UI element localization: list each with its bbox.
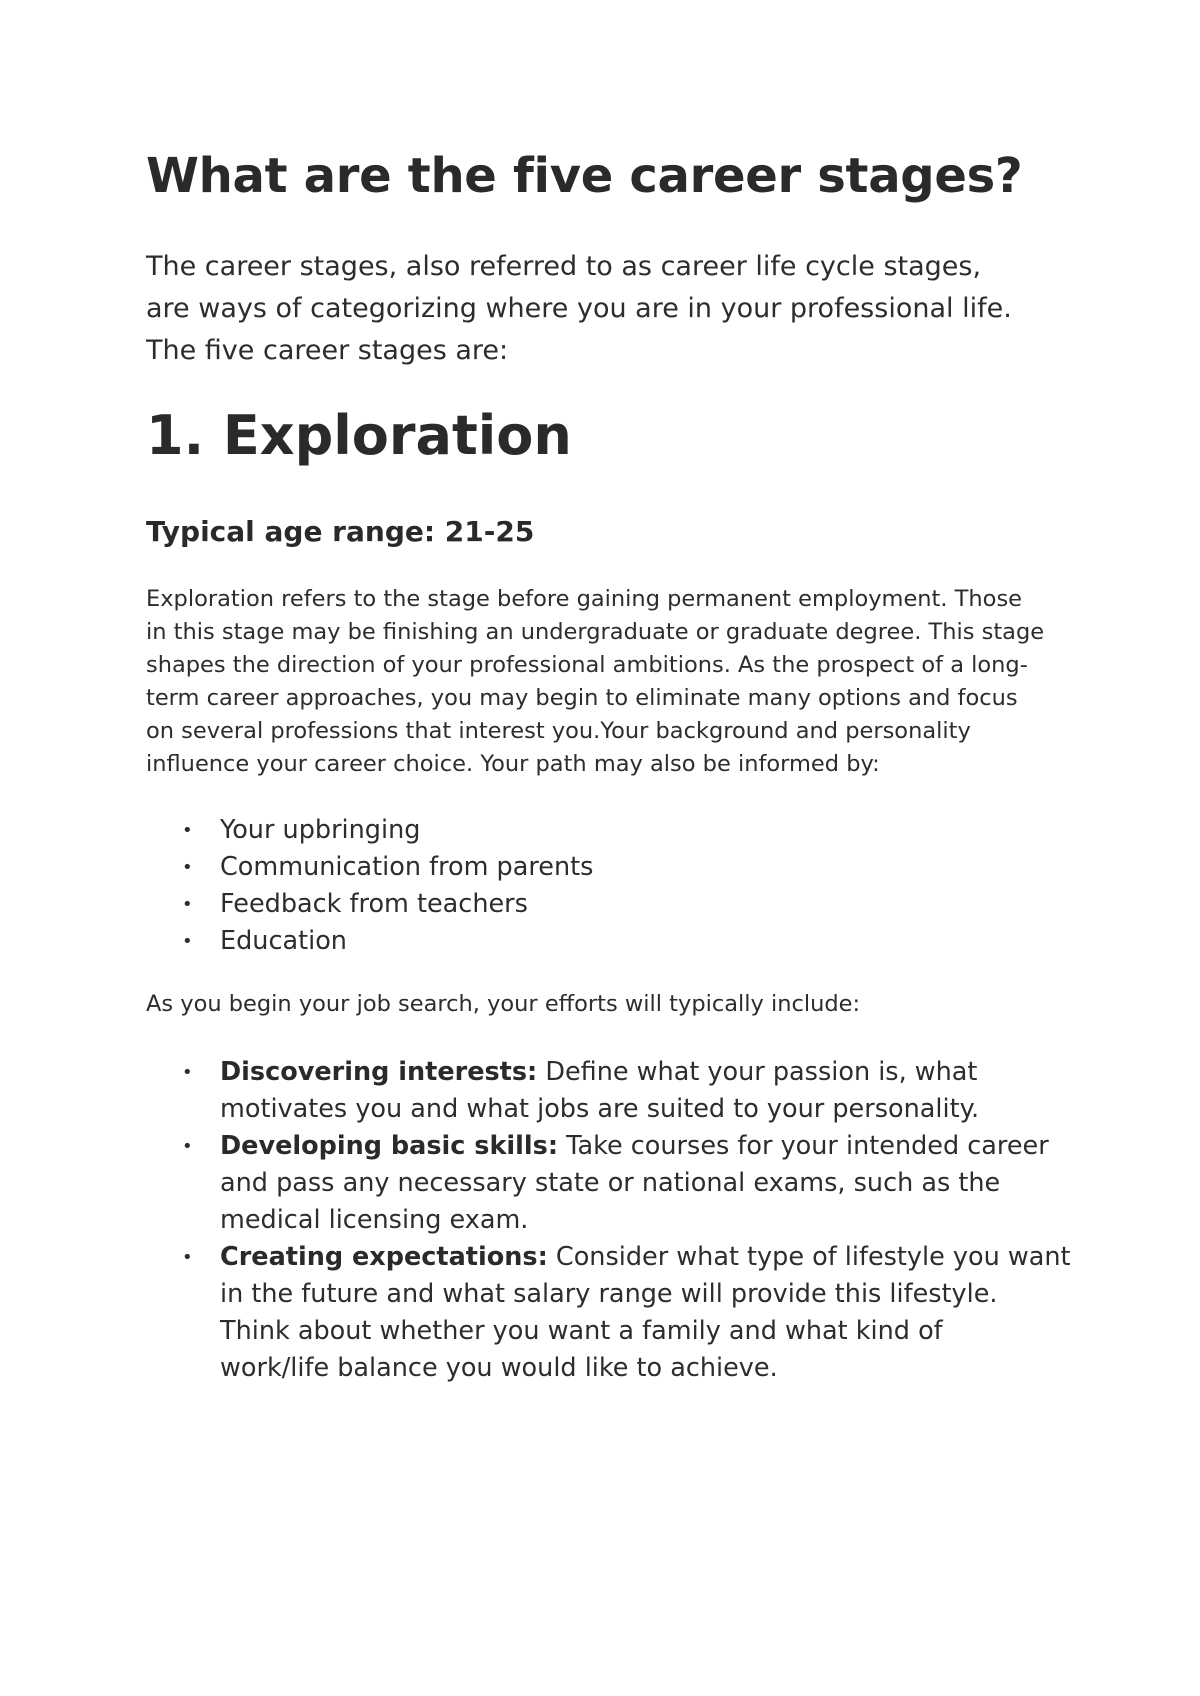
list-item-line: motivates you and what jobs are suited to your personality. [220, 1094, 980, 1124]
list-item-text: Communication from parents [220, 852, 594, 882]
paragraph-line: shapes the direction of your professional ambitions. As the prospect of a long- [146, 652, 1028, 678]
list-item [146, 812, 593, 849]
bullet-icon: • [182, 857, 193, 878]
list-item-text: Your upbringing [220, 815, 421, 845]
paragraph-line: in this stage may be finishing an undergraduate or graduate degree. This stage [146, 619, 1045, 645]
list-item-text: Education [220, 926, 347, 956]
list-item-line [220, 1128, 1071, 1165]
influences-list [146, 812, 593, 960]
list-item-line [220, 1239, 1071, 1276]
list-item-line: work/life balance you would like to achieve. [220, 1353, 778, 1383]
page-title: What are the five career stages? [146, 148, 1023, 204]
paragraph-line: term career approaches, you may begin to eliminate many options and focus [146, 685, 1018, 711]
exploration-paragraph [146, 583, 1076, 781]
paragraph-line: on several professions that interest you.Your background and personality [146, 718, 971, 744]
efforts-list [146, 1054, 1071, 1387]
bullet-icon: • [182, 1062, 193, 1083]
list-item-line: and pass any necessary state or national exams, such as the [220, 1168, 1001, 1198]
intro-line: The five career stages are: [146, 335, 509, 366]
bullet-icon: • [182, 1247, 193, 1268]
list-item-text: Define what your passion is, what [537, 1057, 978, 1087]
list-item-line: medical licensing exam. [220, 1205, 529, 1235]
bullet-icon: • [182, 820, 193, 841]
paragraph-line: As you begin your job search, your efforts will typically include: [146, 991, 861, 1017]
bullet-icon: • [182, 1136, 193, 1157]
list-item [146, 1128, 1071, 1239]
intro-line: The career stages, also referred to as career life cycle stages, [146, 251, 982, 282]
paragraph-line: influence your career choice. Your path may also be informed by: [146, 751, 880, 777]
list-item-line: Think about whether you want a family and what kind of [220, 1316, 943, 1346]
list-item [146, 1054, 1071, 1128]
intro-paragraph [146, 246, 1076, 372]
list-item-text: Feedback from teachers [220, 889, 528, 919]
bullet-icon: • [182, 894, 193, 915]
list-item [146, 849, 593, 886]
list-item-line [220, 1054, 1071, 1091]
intro-line: are ways of categorizing where you are in your professional life. [146, 293, 1012, 324]
list-item [146, 923, 593, 960]
stage-heading: 1. Exploration [146, 404, 572, 467]
list-item-term: Developing basic skills: [220, 1131, 559, 1161]
age-range-heading: Typical age range: 21-25 [146, 515, 535, 548]
list-item [146, 886, 593, 923]
efforts-intro [146, 988, 1076, 1021]
list-item-term: Creating expectations: [220, 1242, 548, 1272]
bullet-icon: • [182, 931, 193, 952]
list-item [146, 1239, 1071, 1387]
list-item-text: Consider what type of lifestyle you want [547, 1242, 1071, 1272]
list-item-text: Take courses for your intended career [558, 1131, 1049, 1161]
list-item-term: Discovering interests: [220, 1057, 538, 1087]
list-item-line: in the future and what salary range will provide this lifestyle. [220, 1279, 998, 1309]
paragraph-line: Exploration refers to the stage before gaining permanent employment. Those [146, 586, 1023, 612]
